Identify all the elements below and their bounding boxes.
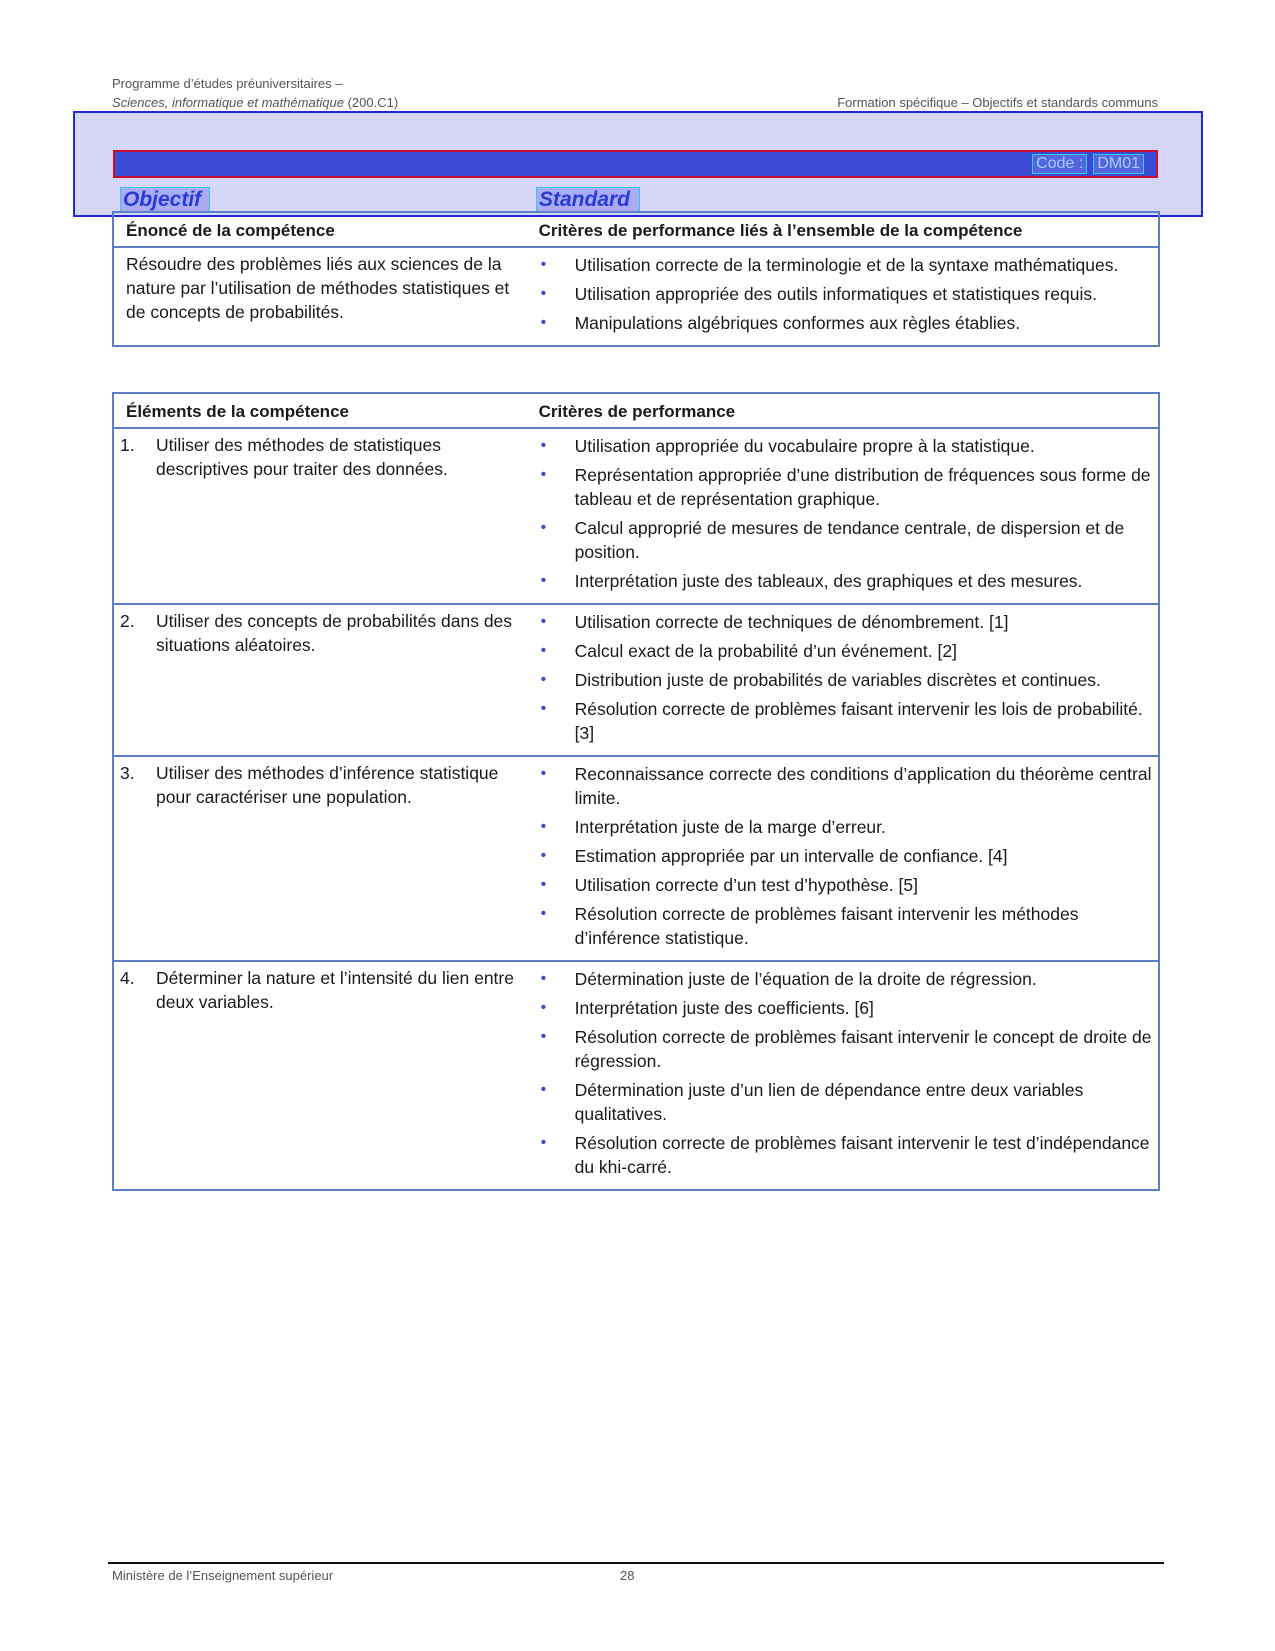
criteria-list [539,762,1158,950]
criteria-list [539,610,1158,745]
criterion-item: • Utilisation correcte d’un test d’hypothèse. [5] [539,873,1158,897]
criterion-item: • Résolution correcte de problèmes faisant intervenir le test d’indépendance du khi-carré. [539,1131,1158,1179]
criterion-item: • Résolution correcte de problèmes faisant intervenir les lois de probabilité. [3] [539,697,1158,745]
element-row [114,755,1158,960]
header-section-title: Formation spécifique – Objectifs et standards communs [837,95,1158,110]
criterion-item: • Calcul approprié de mesures de tendance centrale, de dispersion et de position. [539,516,1158,564]
criterion-item: • Utilisation appropriée des outils informatiques et statistiques requis. [539,282,1158,306]
element-text: Déterminer la nature et l’intensité du lien entre deux variables. [156,968,514,1012]
element-number: 2. [120,611,135,631]
page-number: 28 [620,1568,635,1583]
criterion-item: • Calcul exact de la probabilité d’un événement. [2] [539,639,1158,663]
element-item [120,962,531,1014]
criterion-item: • Résolution correcte de problèmes faisant intervenir le concept de droite de régression. [539,1025,1158,1073]
element-text: Utiliser des méthodes d’inférence statistique pour caractériser une population. [156,763,499,807]
code-bar [113,150,1158,178]
header-program-title: Sciences, informatique et mathématique (200.C1) [112,95,399,110]
footer-ministry: Ministère de l’Enseignement supérieur [112,1568,334,1583]
col-header-global-criteria: Critères de performance liés à l’ensemble de la compétence [538,221,1023,240]
criterion-item: • Interprétation juste des coefficients. [6] [539,996,1158,1020]
footer-rule [108,1562,1164,1564]
element-row [114,603,1158,755]
element-item [120,429,531,481]
criterion-item: • Utilisation correcte de techniques de dénombrement. [1] [539,610,1158,634]
criterion-item: • Utilisation appropriée du vocabulaire propre à la statistique. [539,434,1158,458]
col-header-statement: Énoncé de la compétence [126,221,335,240]
element-item [120,605,531,657]
header-program-line: Programme d’études préuniversitaires – [112,76,343,91]
element-text: Utiliser des méthodes de statistiques descriptives pour traiter des données. [156,435,448,479]
criterion-item: • Reconnaissance correcte des conditions d’application du théorème central limite. [539,762,1158,810]
element-text: Utiliser des concepts de probabilités dans des situations aléatoires. [156,611,513,655]
criterion-item: • Distribution juste de probabilités de variables discrètes et continues. [539,668,1158,692]
criterion-item: • Estimation appropriée par un intervalle de confiance. [4] [539,844,1158,868]
col-header-elements: Éléments de la compétence [126,402,349,421]
element-number: 4. [120,968,135,988]
criterion-item: • Détermination juste de l’équation de la droite de régression. [539,967,1158,991]
col-header-criteria: Critères de performance [538,402,736,421]
criterion-item: • Utilisation correcte de la terminologie et de la syntaxe mathématiques. [539,253,1158,277]
header-line-2 [112,95,1158,110]
criterion-item: • Résolution correcte de problèmes faisant intervenir les méthodes d’inférence statistique. [539,902,1158,950]
element-number: 1. [120,435,135,455]
competence-table [112,211,1160,347]
criterion-item: • Manipulations algébriques conformes aux règles établies. [539,311,1158,335]
criteria-list [539,967,1158,1179]
competence-statement: Résoudre des problèmes liés aux sciences de la nature par l’utilisation de méthodes statistiques et de concepts de probabilités. [126,254,510,322]
element-number: 3. [120,763,135,783]
elements-table [112,392,1160,1191]
criterion-item: • Représentation appropriée d’une distribution de fréquences sous forme de tableau et de représentation graphique. [539,463,1158,511]
criteria-list [539,434,1158,593]
element-item [120,757,531,809]
code-label: Code : [1032,154,1087,174]
header-program-code: (200.C1) [347,95,399,110]
global-criteria-list [539,253,1158,335]
criterion-item: • Interprétation juste de la marge d’erreur. [539,815,1158,839]
section-objectif: Objectif [120,187,210,213]
criterion-item: • Interprétation juste des tableaux, des graphiques et des mesures. [539,569,1158,593]
element-row [114,960,1158,1189]
element-row [114,427,1158,603]
code-value: DM01 [1093,154,1144,174]
section-standard: Standard [536,187,640,213]
criterion-item: • Détermination juste d’un lien de dépendance entre deux variables qualitatives. [539,1078,1158,1126]
